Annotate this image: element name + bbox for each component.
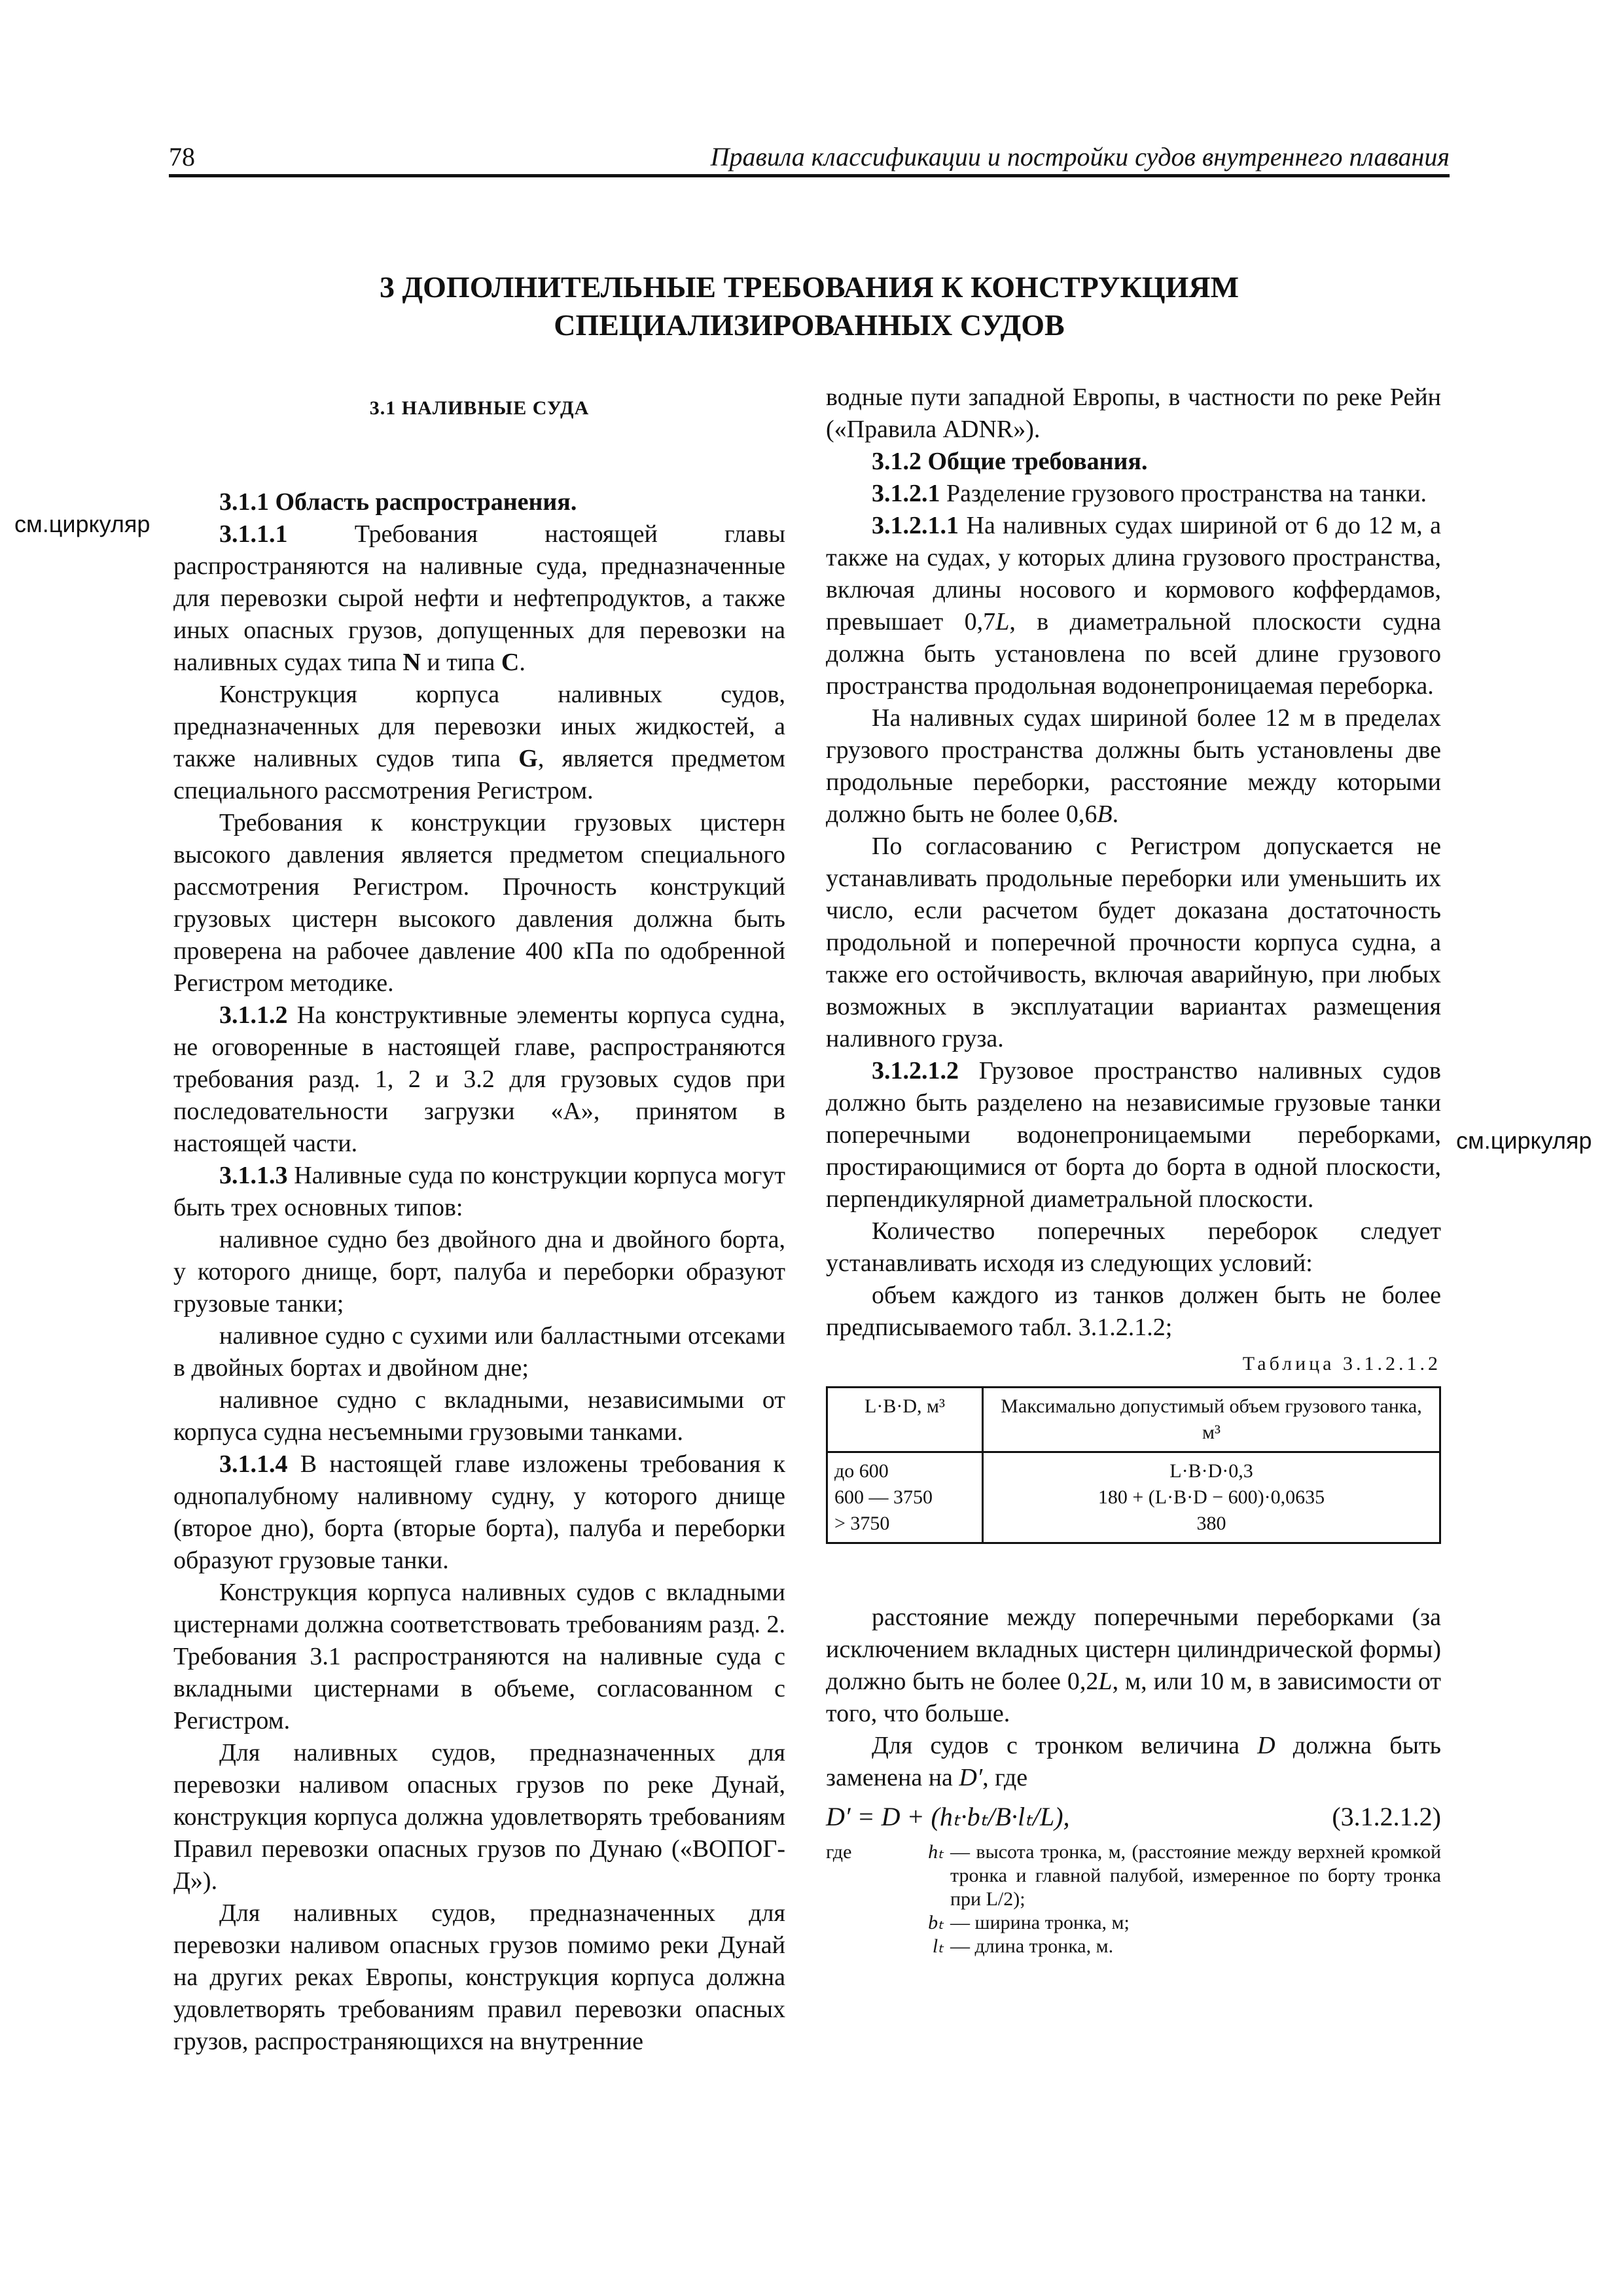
legend-row — [826, 1935, 1441, 1958]
paragraph: Для наливных судов, предназначенных для перевозки наливом опасных грузов по реке Дунай, конструкция корпуса должна удовлетворять требованиям Правил перевозки опасных грузов по Дунаю («ВОПОГ-Д»). — [173, 1739, 785, 1895]
paragraph-3-1-2-1-2 — [826, 1055, 1441, 1215]
legend-text: — длина тронка, м. — [950, 1935, 1114, 1957]
paragraph-3-1-2-1 — [826, 478, 1441, 510]
text: Требования настоящей главы распространяются на наливные суда, предназначенные для перевозки сырой нефти и нефтепродуктов, а также иных опасных грузов, допущенных для перевозки на наливных судах типа — [173, 520, 785, 676]
legend-text: — высота тронка, м, (расстояние между верхней кромкой тронка и главной палубой, измеренное по борту тронка при L/2); — [950, 1841, 1441, 1910]
symbol-b: B — [1097, 800, 1113, 828]
paragraph-3-1-1-1 — [173, 518, 785, 679]
symbol-d: D — [1257, 1732, 1275, 1759]
chapter-title-line1: 3 ДОПОЛНИТЕЛЬНЫЕ ТРЕБОВАНИЯ К КОНСТРУКЦИЯМ — [379, 270, 1240, 304]
right-column — [826, 382, 1441, 1958]
paragraph — [826, 1730, 1441, 1794]
paragraph-continuation: водные пути западной Европы, в частности по реке Рейн («Правила ADNR»). — [826, 384, 1441, 443]
clause-number: 3.1.2.1 — [872, 480, 940, 507]
paragraph: Для наливных судов, предназначенных для перевозки наливом опасных грузов помимо реки Дунай на других реках Европы, конструкция корпуса должна удовлетворять требованиям правил перевозки опасных грузов, распространяющихся на внутренние — [173, 1899, 785, 2055]
text: . — [519, 649, 526, 676]
margin-note-circular-1: см.циркуляр — [14, 511, 151, 537]
text: , м, или 10 м, в зависимости от того, что больше. — [826, 1668, 1441, 1727]
table-cell-ranges — [827, 1452, 983, 1543]
table-header-cell: L·B·D, м³ — [827, 1388, 983, 1452]
formula — [826, 1801, 1441, 1833]
clause-number: 3.1.1.3 — [219, 1162, 288, 1189]
table-cell: 180 + (L·B·D − 600)·0,0635 — [1097, 1486, 1325, 1508]
clause-number: 3.1.1.2 — [219, 1001, 288, 1029]
paragraph: Требования к конструкции грузовых цистерн высокого давления является предметом специального рассмотрения Регистром. Прочность конструкций грузовых цистерн высокого давления должна быть проверена на рабочее давление 400 кПа по одобренной Регистром методике. — [173, 809, 785, 997]
legend-spacer — [826, 1935, 904, 1958]
text: Разделение грузового пространства на танки. — [940, 480, 1427, 507]
margin-note-circular-2: см.циркуляр — [1456, 1127, 1592, 1154]
paragraph: объем каждого из танков должен быть не более предписываемого табл. 3.1.2.1.2; — [826, 1282, 1441, 1341]
table-cell-values — [983, 1452, 1440, 1543]
text: В настоящей главе изложены требования к однопалубному наливному судну, у которого днище (второе дно), борта (вторые борта), палуба и переборки образуют грузовые танки. — [173, 1450, 785, 1574]
formula-number: (3.1.2.1.2) — [1332, 1802, 1441, 1831]
table-cell: 380 — [1196, 1513, 1226, 1534]
table-cell: до 600 — [834, 1460, 889, 1482]
paragraph: По согласованию с Регистром допускается не устанавливать продольные переборки или уменьшить их число, если расчетом будет доказана достаточность продольной и поперечной прочности корпуса судна, а также его остойчивость, включая аварийную, при любых возможных в эксплуатации вариантах размещения наливного груза. — [826, 833, 1441, 1052]
list-item: наливное судно без двойного дна и двойного борта, у которого днище, борт, палуба и переборки образуют грузовые танки; — [173, 1226, 785, 1318]
text: Грузовое пространство наливных судов должно быть разделено на независимые грузовые танки поперечными водонепроницаемыми переборками, простирающимися от борта до борта в одной плоскости, перпендикулярной диаметральной плоскости. — [826, 1057, 1441, 1213]
chapter-title — [169, 268, 1450, 344]
type-g: G — [518, 745, 538, 772]
legend-row — [826, 1911, 1441, 1935]
text: Наливные суда по конструкции корпуса могут быть трех основных типов: — [173, 1162, 785, 1221]
table-cell: L·B·D·0,3 — [1169, 1460, 1253, 1482]
paragraph-3-1-1-4 — [173, 1448, 785, 1577]
text: должна быть заменена на — [826, 1732, 1441, 1791]
clause-number: 3.1.2.1.1 — [872, 512, 959, 539]
legend-symbol: bₜ — [928, 1912, 944, 1933]
symbol-l: L — [1098, 1668, 1113, 1695]
table-cell: > 3750 — [834, 1513, 890, 1534]
text: Конструкция корпуса наливных судов, предназначенных для перевозки иных жидкостей, а также наливных судов типа — [173, 681, 785, 772]
list-item: наливное судно с сухими или балластными отсеками в двойных бортах и двойном дне; — [173, 1322, 785, 1382]
text: , где — [982, 1764, 1028, 1791]
text: , в диаметральной плоскости судна должна быть установлена по всей длине грузового пространства продольная водонепроницаемая переборка. — [826, 608, 1441, 700]
paragraph — [826, 702, 1441, 831]
table-header-row — [827, 1388, 1440, 1452]
clause-number: 3.1.1.4 — [219, 1450, 288, 1478]
paragraph — [826, 1602, 1441, 1730]
text: На наливных судах шириной от 6 до 12 м, а также на судах, у которых длина грузового пространства, включая длины носового и кормового коффердамов, превышает 0,7 — [826, 512, 1441, 636]
table-caption: Таблица 3.1.2.1.2 — [1242, 1353, 1441, 1374]
symbol-d-prime: D′ — [959, 1764, 983, 1791]
legend-spacer — [826, 1911, 904, 1935]
tank-volume-table — [826, 1386, 1441, 1544]
table-body-row — [827, 1452, 1440, 1543]
clause-number: 3.1.2.1.2 — [872, 1057, 959, 1085]
table-header-cell: Максимально допустимый объем грузового танка, м³ — [983, 1388, 1440, 1452]
heading-3-1-2: 3.1.2 Общие требования. — [872, 448, 1148, 475]
page-number: 78 — [169, 142, 195, 171]
type-n: N — [402, 649, 421, 676]
text: , является предметом специального рассмотрения Регистром. — [173, 745, 785, 804]
legend-text: — ширина тронка, м; — [950, 1912, 1130, 1933]
paragraph-3-1-2-1-1 — [826, 510, 1441, 702]
type-c: C — [501, 649, 520, 676]
paragraph: Количество поперечных переборок следует устанавливать исходя из следующих условий: — [826, 1217, 1441, 1277]
paragraph-3-1-1-3 — [173, 1160, 785, 1224]
text: Для судов с тронком величина — [872, 1732, 1258, 1759]
paragraph: Конструкция корпуса наливных судов с вкладными цистернами должна соответствовать требованиям разд. 2. Требования 3.1 распространяются на наливные суда с вкладными цистернами в объеме, согласованном с Регистром. — [173, 1579, 785, 1734]
running-title: Правила классификации и постройки судов внутреннего плавания — [710, 142, 1450, 171]
text: . — [1112, 800, 1119, 828]
text: и типа — [420, 649, 501, 676]
text: На конструктивные элементы корпуса судна, не оговоренные в настоящей главе, распространяются требования разд. 1, 2 и 3.2 для грузовых судов при последовательности загрузки «А», принятом в настоящей части. — [173, 1001, 785, 1157]
clause-number: 3.1.1.1 — [219, 520, 288, 548]
legend-symbol: hₜ — [928, 1841, 944, 1863]
left-column — [173, 382, 785, 2058]
paragraph — [173, 679, 785, 807]
symbol-l: L — [995, 608, 1010, 636]
list-item: наливное судно с вкладными, независимыми от корпуса судна несъемными грузовыми танками. — [173, 1386, 785, 1446]
formula-legend — [826, 1840, 1441, 1958]
legend-where: где — [826, 1841, 852, 1863]
legend-row — [826, 1840, 1441, 1911]
text: расстояние между поперечными переборками (за исключением вкладных цистерн цилиндрической формы) должно быть не более 0,2 — [826, 1604, 1441, 1695]
table-cell: 600 — 3750 — [834, 1486, 933, 1508]
header-rule — [169, 174, 1450, 177]
chapter-title-line2: СПЕЦИАЛИЗИРОВАННЫХ СУДОВ — [554, 308, 1065, 342]
text: На наливных судах шириной более 12 м в пределах грузового пространства должны быть установлены две продольные переборки, расстояние между которыми должно быть не более 0,6 — [826, 704, 1441, 828]
formula-expression: D′ = D + (hₜ·bₜ/B·lₜ/L), — [826, 1802, 1070, 1831]
paragraph-3-1-1-2 — [173, 999, 785, 1160]
legend-symbol: lₜ — [932, 1935, 944, 1957]
section-title: 3.1 НАЛИВНЫЕ СУДА — [369, 397, 590, 419]
heading-3-1-1: 3.1.1 Область распространения. — [219, 488, 577, 516]
